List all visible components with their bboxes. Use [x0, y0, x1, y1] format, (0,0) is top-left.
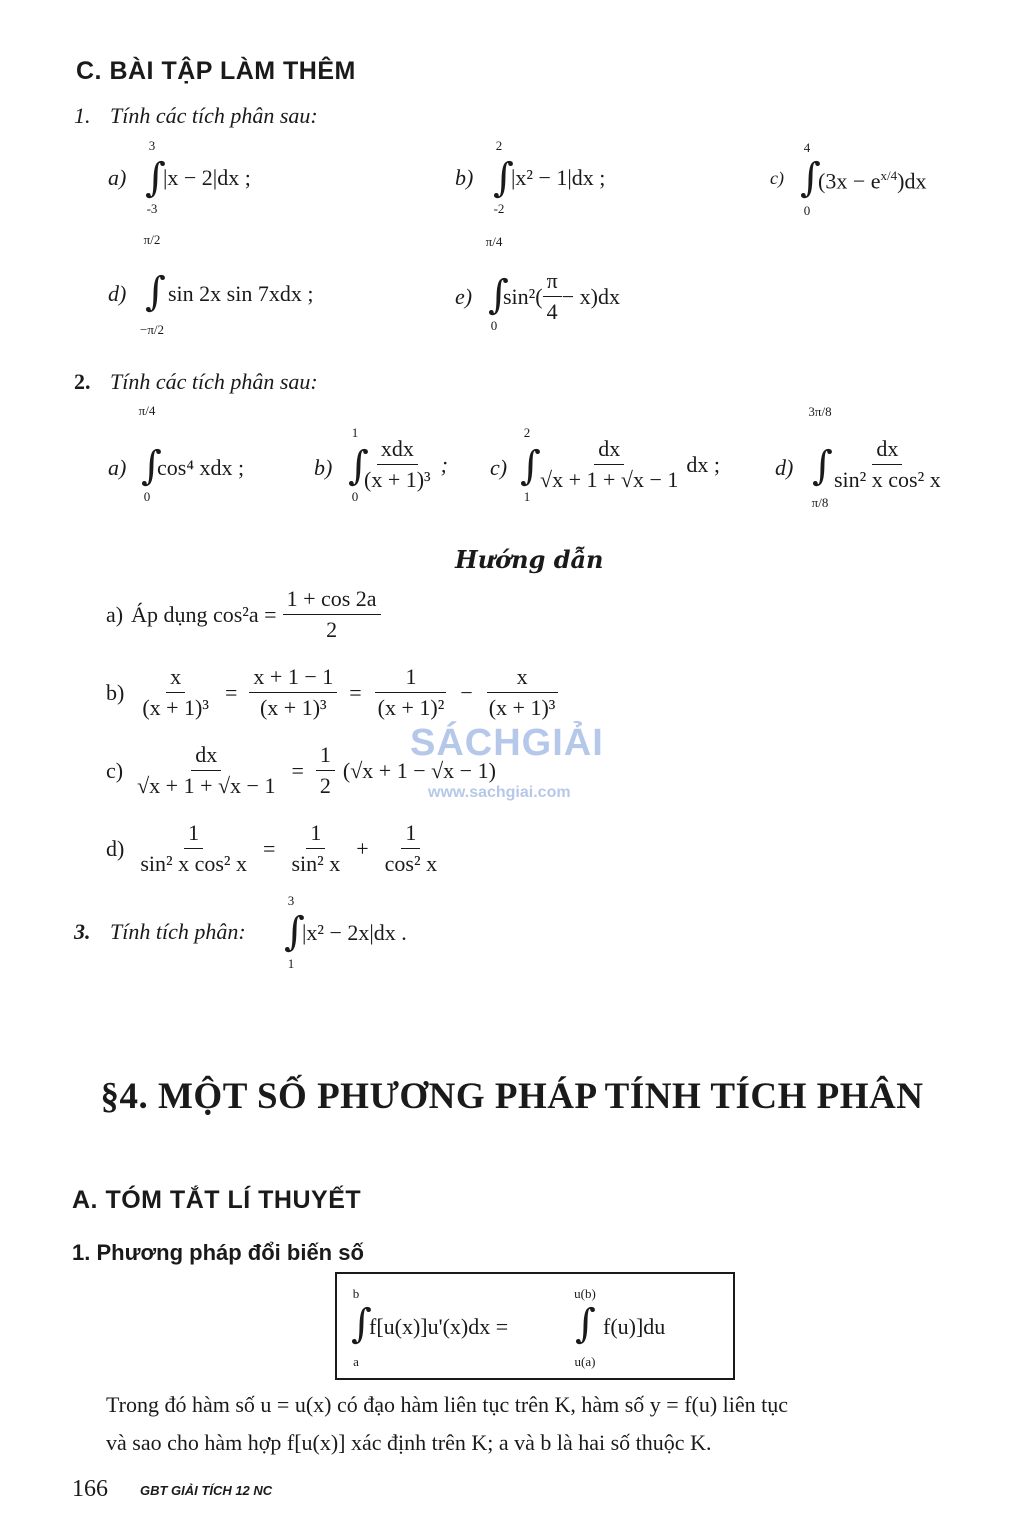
- integral-upper: 3: [287, 893, 295, 908]
- integral-sign: ∫: [488, 272, 509, 318]
- guide-a: [106, 586, 381, 643]
- formula-right: f(u)]du: [603, 1314, 666, 1339]
- numerator: dx: [191, 742, 221, 771]
- watermark-brand: SÁCHGIẢI: [410, 722, 604, 764]
- denominator: sin² x: [291, 851, 341, 876]
- integral-lower: 0: [803, 203, 811, 218]
- item-label: d): [775, 455, 794, 480]
- integral-sign: ∫: [812, 443, 833, 489]
- formula-left: f[u(x)]u'(x)dx =: [369, 1314, 509, 1339]
- numerator: 1: [401, 820, 420, 849]
- integral-upper: u(b): [574, 1286, 596, 1301]
- equals-sign: =: [224, 679, 238, 705]
- denominator: 2: [326, 617, 338, 642]
- numerator: dx: [872, 436, 902, 465]
- integrand-end: )dx: [897, 168, 927, 194]
- guide-label: d): [106, 835, 125, 861]
- integral-lower: 0: [490, 318, 498, 333]
- integral-lower: 1: [287, 956, 295, 971]
- integrand-start: sin²(: [503, 283, 543, 309]
- integral-lower: u(a): [574, 1354, 596, 1369]
- paragraph-line-2: và sao cho hàm hợp f[u(x)] xác định trên K; a và b là hai số thuộc K.: [106, 1430, 712, 1455]
- item-label: c): [770, 168, 784, 188]
- fraction: [133, 742, 279, 799]
- item-label: b): [455, 165, 474, 190]
- numerator: 1: [375, 664, 446, 693]
- exercise-1-text: Tính các tích phân sau:: [110, 103, 318, 128]
- denominator: (x + 1)³: [259, 695, 327, 720]
- denominator: √x + 1 + √x − 1: [540, 467, 679, 492]
- integrand: |x − 2|dx ;: [163, 165, 251, 190]
- fraction: [249, 664, 337, 721]
- separator: ;: [440, 451, 448, 477]
- integral-sign: ∫: [800, 155, 821, 201]
- numerator: x + 1 − 1: [249, 664, 337, 693]
- exercise-3: [74, 919, 246, 945]
- denominator: (x + 1)³: [142, 695, 209, 720]
- denominator: 2: [319, 773, 331, 798]
- exercise-2: [74, 369, 318, 395]
- fraction: [543, 268, 562, 325]
- integral-sign: ∫: [520, 443, 541, 489]
- integrand-start: (3x − e: [818, 168, 881, 194]
- numerator: x: [487, 664, 558, 693]
- integral-sign: ∫: [141, 443, 162, 489]
- integral-upper: 1: [351, 425, 359, 440]
- denominator: (x + 1)³: [364, 467, 431, 492]
- numerator: dx: [594, 436, 624, 465]
- plus-sign: +: [356, 835, 369, 861]
- fraction: [316, 742, 335, 799]
- integral-lower: 1: [523, 489, 531, 504]
- fraction: [374, 664, 449, 721]
- integral-upper: π/4: [138, 403, 156, 418]
- numerator: π: [543, 268, 562, 297]
- integral-lower: 0: [351, 489, 359, 504]
- section-a-heading: A. TÓM TẮT LÍ THUYẾT: [72, 1186, 362, 1214]
- integrand: |x² − 2x|dx .: [302, 920, 407, 945]
- item-label: a): [108, 455, 127, 480]
- denominator: cos² x: [384, 851, 438, 876]
- integrand: sin 2x sin 7xdx ;: [168, 281, 314, 306]
- integral-sign: ∫: [351, 1301, 372, 1347]
- guide-label: a): [106, 601, 124, 627]
- integral-upper: b: [352, 1286, 360, 1301]
- watermark-url: www.sachgiai.com: [428, 784, 571, 801]
- integrand: [830, 436, 945, 493]
- denominator: sin² x cos² x: [834, 467, 941, 492]
- integrand: [360, 436, 448, 493]
- integrand: [818, 168, 926, 194]
- minus-sign: −: [460, 679, 473, 705]
- integrand: |x² − 1|dx ;: [511, 165, 606, 190]
- integral-upper: π/4: [485, 234, 503, 249]
- subheading-variable-change: 1. Phương pháp đổi biến số: [72, 1240, 364, 1265]
- numerator: 1 + cos 2a: [283, 586, 381, 615]
- item-label: c): [490, 455, 508, 480]
- integral-lower: -3: [146, 201, 158, 216]
- fraction: [536, 436, 682, 493]
- integrand-end: dx ;: [686, 451, 720, 477]
- denominator: 4: [546, 299, 558, 324]
- exponent: x/4: [880, 168, 898, 183]
- integral-upper: 4: [803, 140, 811, 155]
- integral-upper: 2: [495, 138, 503, 153]
- exercise-1-label: 1.: [74, 103, 91, 128]
- integral-sign: ∫: [575, 1301, 596, 1347]
- item-label: d): [108, 281, 127, 306]
- formula-box: [335, 1272, 735, 1380]
- integral-lower: 0: [143, 489, 151, 504]
- book-title: GBT GIẢI TÍCH 12 NC: [140, 1483, 273, 1498]
- integral-upper: π/2: [143, 232, 161, 247]
- integral-sign: ∫: [284, 909, 305, 955]
- paragraph-line-1: Trong đó hàm số u = u(x) có đạo hàm liên tục trên K, hàm số y = f(u) liên tục: [106, 1392, 789, 1417]
- integral-sign: ∫: [145, 269, 166, 315]
- fraction: [138, 664, 213, 721]
- fraction: [360, 436, 435, 493]
- guide-label: c): [106, 757, 124, 783]
- fraction: [287, 820, 344, 877]
- integral-upper: 2: [523, 425, 531, 440]
- integral-upper: 3: [148, 138, 156, 153]
- item-label: e): [455, 284, 473, 309]
- section-4-title: §4. MỘT SỐ PHƯƠNG PHÁP TÍNH TÍCH PHÂN: [100, 1076, 924, 1117]
- equals-sign: =: [291, 757, 304, 783]
- denominator: (x + 1)³: [488, 695, 556, 720]
- integrand: cos⁴ xdx ;: [157, 455, 245, 480]
- page-number: 166: [72, 1476, 108, 1502]
- guide-heading: Hướng dẫn: [455, 545, 604, 574]
- exercise-1: [74, 103, 318, 129]
- exercise-3-label: 3.: [74, 919, 91, 944]
- exercise-2-text: Tính các tích phân sau:: [110, 369, 318, 394]
- integral-upper: 3π/8: [808, 404, 832, 419]
- integral-lower: π/8: [811, 495, 829, 510]
- integrand-end: − x)dx: [561, 283, 620, 309]
- fraction: [485, 664, 560, 721]
- guide-label: b): [106, 679, 125, 705]
- equals-sign: =: [349, 679, 362, 705]
- numerator: xdx: [377, 436, 418, 465]
- exercise-2-label: 2.: [74, 369, 91, 394]
- fraction: [381, 820, 441, 877]
- fraction: [136, 820, 251, 877]
- integral-sign: ∫: [348, 443, 369, 489]
- numerator: 1: [316, 742, 335, 771]
- denominator: √x + 1 + √x − 1: [137, 773, 276, 798]
- numerator: 1: [306, 820, 325, 849]
- denominator: sin² x cos² x: [140, 851, 248, 876]
- integral-lower: −π/2: [139, 322, 164, 337]
- numerator: 1: [184, 820, 203, 849]
- section-c-heading: C. BÀI TẬP LÀM THÊM: [76, 57, 356, 85]
- guide-d: [106, 820, 441, 877]
- integrand: [536, 436, 720, 493]
- guide-a-text: Áp dụng cos²a =: [131, 601, 277, 627]
- exercise-3-text: Tính tích phân:: [110, 919, 246, 944]
- integral-sign: ∫: [145, 155, 166, 201]
- guide-c-tail: (√x + 1 − √x − 1): [342, 757, 496, 783]
- fraction: [830, 436, 945, 493]
- equals-sign: =: [263, 835, 276, 861]
- numerator: x: [166, 664, 185, 693]
- integral-sign: ∫: [493, 155, 514, 201]
- integral-lower: -2: [493, 201, 505, 216]
- fraction: [283, 586, 381, 643]
- item-label: b): [314, 455, 333, 480]
- guide-b: [106, 664, 559, 721]
- denominator: (x + 1)²: [377, 695, 445, 720]
- integrand: [503, 268, 620, 325]
- item-label: a): [108, 165, 127, 190]
- integral-lower: a: [353, 1354, 359, 1369]
